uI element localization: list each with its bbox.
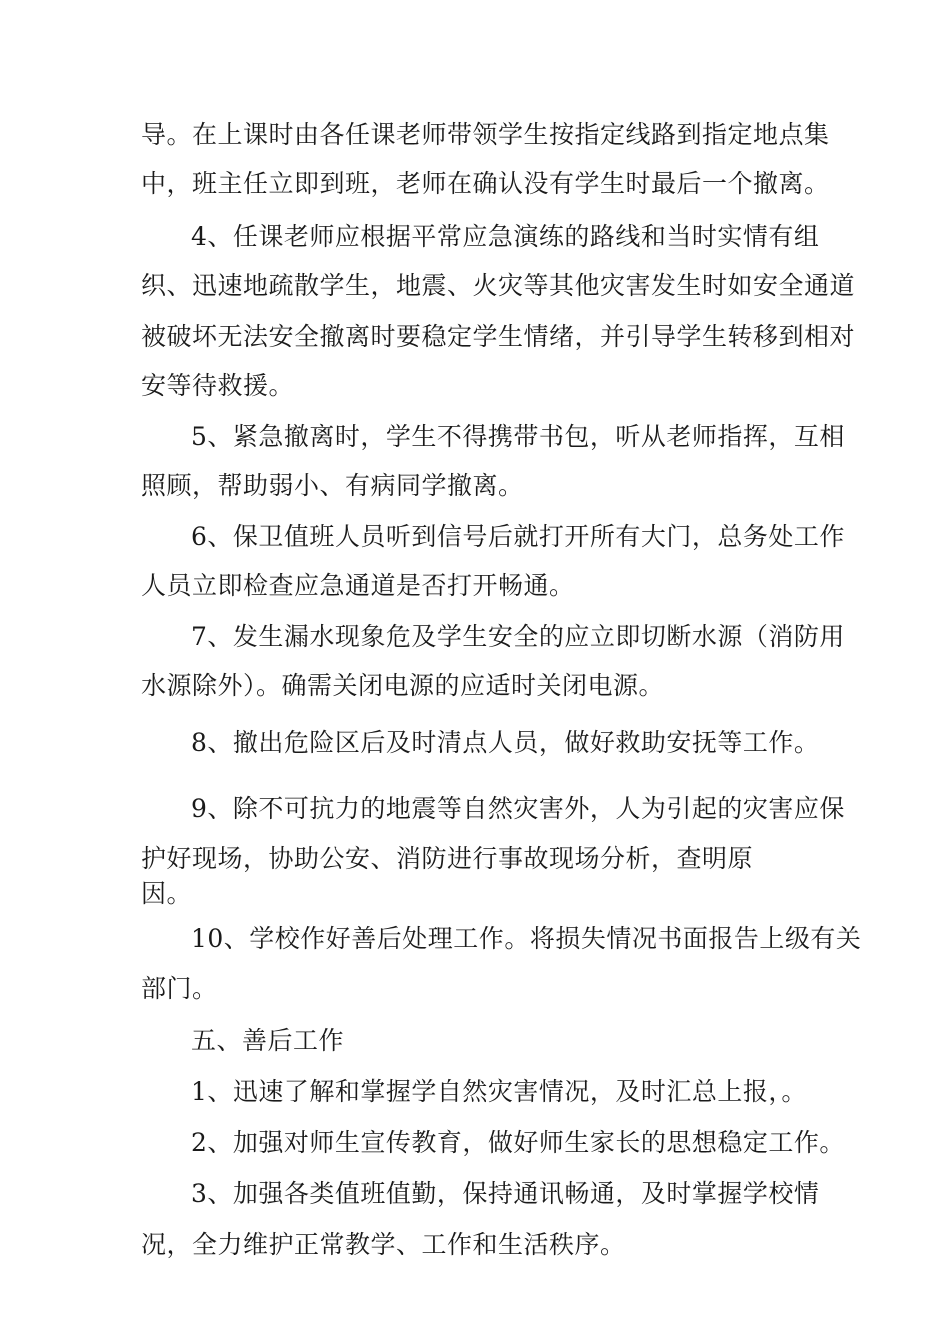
text-line: 部门。 (141, 974, 218, 1003)
text-line: 3、加强各类值班值勤，保持通讯畅通，及时掌握学校情 (191, 1179, 820, 1208)
text-line: 护好现场，协助公安、消防进行事故现场分析，查明原 (141, 844, 754, 873)
text-line: 中，班主任立即到班，老师在确认没有学生时最后一个撤离。 (141, 169, 830, 198)
text-line: 7、发生漏水现象危及学生安全的应立即切断水源（消防用 (191, 622, 845, 651)
text-line: 8、撤出危险区后及时清点人员，做好救助安抚等工作。 (191, 728, 820, 757)
text-line: 安等待救援。 (141, 371, 295, 400)
section-heading: 五、善后工作 (191, 1026, 345, 1055)
text-line: 5、紧急撤离时，学生不得携带书包，听从老师指挥，互相 (191, 422, 845, 451)
text-line: 因。 (141, 879, 193, 908)
text-line: 织、迅速地疏散学生，地震、火灾等其他灾害发生时如安全通道 (141, 271, 856, 300)
text-line: 1、迅速了解和掌握学自然灾害情况，及时汇总上报，。 (191, 1077, 807, 1106)
text-line: 导。在上课时由各任课老师带领学生按指定线路到指定地点集 (141, 120, 830, 149)
text-line: 6、保卫值班人员听到信号后就打开所有大门，总务处工作 (191, 522, 845, 551)
text-line: 9、除不可抗力的地震等自然灾害外，人为引起的灾害应保 (191, 794, 845, 823)
text-line: 水源除外）。确需关闭电源的应适时关闭电源。 (141, 671, 665, 700)
text-line: 4、任课老师应根据平常应急演练的路线和当时实情有组 (191, 222, 820, 251)
text-line: 2、加强对师生宣传教育，做好师生家长的思想稳定工作。 (191, 1128, 845, 1157)
text-line: 10、学校作好善后处理工作。将损失情况书面报告上级有关 (191, 924, 862, 953)
text-line: 况，全力维护正常教学、工作和生活秩序。 (141, 1230, 626, 1259)
text-line: 被破坏无法安全撤离时要稳定学生情绪，并引导学生转移到相对 (141, 322, 856, 351)
text-line: 照顾，帮助弱小、有病同学撤离。 (141, 471, 524, 500)
text-line: 人员立即检查应急通道是否打开畅通。 (141, 571, 575, 600)
